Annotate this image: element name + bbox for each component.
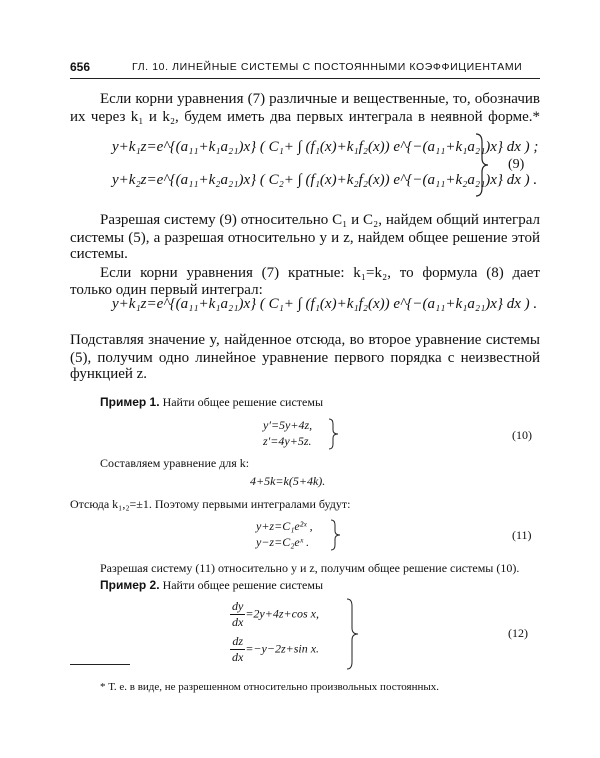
equation-single-integral: y+k₁z=e^{(a₁₁+k₁a₂₁)x} ( C₁+ ∫ (f₁(x)+k₁f₂(x)) e^{−(a₁₁+k₁a₂₁)x} dx ) .	[112, 296, 538, 312]
equation-12-fraction-1	[230, 599, 245, 630]
equation-9-number: (9)	[508, 157, 525, 172]
example-2-label: Пример 2.	[100, 578, 160, 592]
equation-10-line-2: z′=4y+5z.	[263, 434, 312, 448]
equation-12-number: (12)	[508, 626, 528, 640]
paragraph-2-line-1: Разрешая систему (9) относительно C₁ и C₂, найдем общий интеграл	[100, 212, 540, 228]
roots-text: Отсюда k₁,₂=±1. Поэтому первыми интегралами будут:	[70, 497, 351, 511]
example-1-label: Пример 1.	[100, 395, 160, 409]
equation-12-brace	[346, 598, 360, 670]
example-2-heading	[100, 578, 323, 593]
equation-10-brace	[328, 418, 340, 450]
equation-12-fraction-2-denominator: dx	[232, 650, 244, 664]
paragraph-1-line-1: Если корни уравнения (7) различные и вещественные, то, обозначив	[100, 91, 540, 107]
running-title: ГЛ. 10. ЛИНЕЙНЫЕ СИСТЕМЫ С ПОСТОЯННЫМИ КОЭФФИЦИЕНТАМИ	[132, 61, 523, 73]
footnote: * Т. е. в виде, не разрешенном относительно произвольных постоянных.	[100, 681, 440, 693]
equation-11-brace	[330, 519, 342, 551]
example-2-text: Найти общее решение системы	[162, 578, 324, 592]
equation-12-fraction-1-denominator: dx	[232, 615, 244, 629]
solve-11-text: Разрешая систему (11) относительно y и z, получим общее решение системы (10).	[100, 561, 520, 575]
char-equation: 4+5k=k(5+4k).	[250, 474, 326, 488]
equation-11-line-2: y−z=C₂eˣ .	[256, 535, 310, 549]
equation-9-brace	[474, 132, 490, 198]
paragraph-3-line-2: только один первый интеграл:	[70, 282, 263, 298]
equation-12-fraction-1-numerator: dy	[232, 599, 244, 613]
paragraph-4-line-1: Подставляя значение y, найденное отсюда, во второе уравнение системы	[70, 332, 540, 348]
char-equation-intro: Составляем уравнение для k:	[100, 456, 250, 470]
paragraph-4-line-2: (5), получим одно линейное уравнение первого порядка с неизвестной	[70, 350, 540, 366]
paragraph-2-line-2: системы (5), а разрешая относительно y и z, найдем общее решение этой	[70, 230, 540, 246]
paragraph-2-line-3: системы.	[70, 246, 128, 262]
equation-12-line-2	[230, 634, 319, 665]
equation-11-number: (11)	[512, 528, 532, 542]
equation-12-fraction-2	[230, 634, 245, 665]
paragraph-1-line-2: их через k₁ и k₂, будем иметь два первых интеграла в неявной форме.*	[70, 109, 540, 125]
equation-12-line-1	[230, 599, 319, 630]
equation-10-line-1: y′=5y+4z,	[263, 418, 313, 432]
page-number: 656	[70, 60, 91, 74]
equation-12-fraction-2-numerator: dz	[230, 634, 245, 650]
equation-12-line-2-rhs: =−y−2z+sin x.	[245, 641, 320, 656]
example-1-heading	[100, 395, 323, 410]
header-rule	[70, 78, 540, 79]
footnote-rule	[70, 664, 130, 665]
equation-12-line-1-rhs: =2y+4z+cos x,	[245, 606, 319, 621]
equation-10-number: (10)	[512, 428, 532, 442]
paragraph-3-line-1: Если корни уравнения (7) кратные: k₁=k₂, то формула (8) дает	[100, 265, 540, 281]
equation-9-line-1: y+k₁z=e^{(a₁₁+k₁a₂₁)x} ( C₁+ ∫ (f₁(x)+k₁f₂(x)) e^{−(a₁₁+k₁a₂₁)x} dx ) ;	[112, 139, 539, 155]
equation-9-line-2: y+k₂z=e^{(a₁₁+k₂a₂₁)x} ( C₂+ ∫ (f₁(x)+k₂f₂(x)) e^{−(a₁₁+k₂a₂₁)x} dx ) .	[112, 172, 538, 188]
equation-11-line-1: y+z=C₁e²ˣ ,	[256, 519, 313, 533]
example-1-text: Найти общее решение системы	[162, 395, 324, 409]
paragraph-4-line-3: функцией z.	[70, 366, 148, 382]
